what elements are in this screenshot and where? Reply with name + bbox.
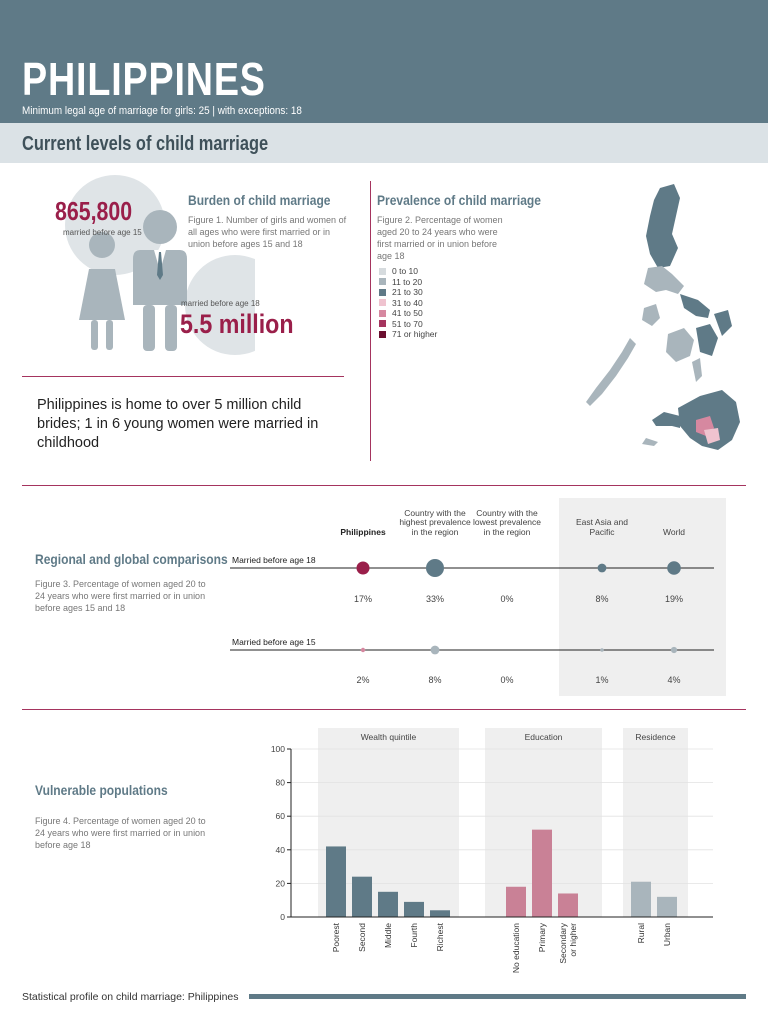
comparison-dot [357, 562, 370, 575]
comparison-value-label: 0% [500, 594, 514, 604]
comparison-column-header: World [662, 526, 686, 537]
divider-vertical [370, 181, 371, 461]
comparison-column-header: East Asia and Pacific [576, 517, 628, 537]
legend-swatch [379, 268, 386, 275]
legal-age-text: Minimum legal age of marriage for girls: 25 | with exceptions: 18 [22, 105, 302, 117]
philippines-map [560, 176, 750, 466]
bar [404, 902, 424, 917]
bar [430, 910, 450, 917]
comparisons-caption: Figure 3. Percentage of women aged 20 to 24 years who were first married or in union before ages 15 and 18 [35, 579, 206, 613]
comparison-value-label: 17% [353, 594, 372, 604]
bar [631, 882, 651, 917]
legend-item [379, 319, 437, 330]
map-luzon-south [680, 294, 710, 318]
burden-heading: Burden of child marriage [188, 192, 331, 208]
bar [657, 897, 677, 917]
footer-text: Statistical profile on child marriage: Philippines [22, 991, 239, 1003]
key-message: Philippines is home to over 5 million child brides; 1 in 6 young women were married in childhood [37, 397, 319, 451]
map-zamboanga [652, 412, 680, 428]
legend-label: 31 to 40 [392, 297, 423, 308]
map-visayas-east [696, 324, 718, 356]
group-title: Wealth quintile [360, 732, 417, 742]
burden-caption: Figure 1. Number of girls and women of all ages who were first married or in union before ages 15 and 18 [188, 215, 347, 249]
bar [506, 887, 526, 917]
legend-label: 0 to 10 [392, 266, 418, 277]
map-palawan [586, 338, 636, 406]
legend-label: 51 to 70 [392, 318, 423, 329]
comparison-row-label: Married before age 15 [232, 637, 316, 647]
comparison-value-label: 2% [356, 675, 370, 685]
x-tick-label: or higher [568, 923, 578, 957]
group-title: Residence [635, 732, 676, 742]
y-tick-label: 100 [270, 744, 285, 754]
legend-swatch [379, 310, 386, 317]
legend-label: 21 to 30 [392, 287, 423, 298]
prevalence-heading: Prevalence of child marriage [377, 192, 541, 208]
map-samar [714, 310, 732, 336]
footer-bar [249, 994, 746, 999]
comparison-value-label: 1% [595, 675, 609, 685]
legend-swatch [379, 289, 386, 296]
map-legend [379, 266, 437, 340]
bar [326, 846, 346, 917]
divider-vulnerable [22, 709, 746, 710]
legend-item [379, 308, 437, 319]
y-tick-label: 80 [275, 777, 285, 788]
map-sulu [642, 438, 658, 446]
comparison-dot [361, 648, 365, 652]
map-visayas-west [666, 328, 694, 362]
legend-swatch [379, 299, 386, 306]
x-tick-label: Urban [662, 923, 672, 947]
comparison-column-header: Country with the lowest prevalence in the region [472, 507, 542, 537]
burden-label-15: married before age 15 [63, 228, 142, 237]
legend-label: 71 or higher [392, 329, 438, 340]
section-title: Current levels of child marriage [22, 133, 269, 155]
comparison-dot [600, 648, 604, 652]
legend-label: 41 to 50 [392, 308, 423, 319]
comparison-dot [426, 559, 444, 577]
legend-item [379, 277, 437, 288]
bar [558, 893, 578, 917]
comparison-dot [598, 564, 607, 573]
map-luzon-central [644, 266, 684, 294]
vulnerable-heading: Vulnerable populations [35, 782, 168, 798]
comparison-value-label: 19% [664, 594, 683, 604]
comparisons-heading: Regional and global comparisons [35, 551, 228, 567]
legend-item [379, 287, 437, 298]
group-title: Education [524, 732, 563, 742]
x-tick-label: Secondary [558, 923, 568, 964]
bar [532, 830, 552, 917]
legend-item [379, 266, 437, 277]
legend-item [379, 329, 437, 340]
y-tick-label: 60 [275, 811, 285, 822]
legend-swatch [379, 320, 386, 327]
comparison-value-label: 4% [667, 675, 681, 685]
divider-burden [22, 376, 344, 377]
comparison-dot [671, 647, 677, 653]
x-tick-label: Second [357, 923, 367, 952]
bar [352, 877, 372, 917]
legend-swatch [379, 331, 386, 338]
burden-number-15: 865,800 [55, 196, 133, 226]
x-tick-label: Primary [537, 923, 547, 953]
comparison-column-header: Philippines [340, 526, 386, 537]
x-tick-label: Poorest [331, 923, 341, 953]
comparison-value-label: 8% [428, 675, 442, 685]
map-cebu [692, 358, 702, 382]
country-title: PHILIPPINES [22, 53, 266, 105]
comparison-value-label: 8% [595, 594, 609, 604]
bar [378, 892, 398, 917]
x-tick-label: Rural [636, 923, 646, 944]
x-tick-label: Fourth [409, 923, 419, 948]
y-tick-label: 40 [275, 844, 285, 855]
burden-number-18: 5.5 million [180, 309, 294, 339]
map-luzon-north [646, 184, 680, 268]
x-tick-label: Richest [435, 923, 445, 952]
vulnerable-bar-chart [260, 722, 730, 984]
comparison-row-label: Married before age 18 [232, 555, 316, 565]
legend-swatch [379, 278, 386, 285]
divider-comparisons [22, 485, 746, 486]
x-tick-label: Middle [383, 923, 393, 949]
comparison-value-label: 33% [425, 594, 444, 604]
burden-label-18: married before age 18 [181, 299, 260, 308]
y-tick-label: 0 [280, 912, 285, 922]
vulnerable-caption: Figure 4. Percentage of women aged 20 to 24 years who were first married or in union before age 18 [35, 816, 206, 850]
x-tick-label: No education [511, 923, 521, 974]
legend-label: 11 to 20 [392, 276, 423, 287]
comparison-column-header: Country with the highest prevalence in the region [399, 507, 471, 537]
comparison-dot [667, 561, 681, 575]
prevalence-caption: Figure 2. Percentage of women aged 20 to 24 years who were first married or in union before age 18 [377, 215, 503, 261]
comparison-dot [431, 646, 440, 655]
y-tick-label: 20 [275, 878, 285, 889]
map-mindoro [642, 304, 660, 326]
comparison-value-label: 0% [500, 675, 514, 685]
legend-item [379, 298, 437, 309]
